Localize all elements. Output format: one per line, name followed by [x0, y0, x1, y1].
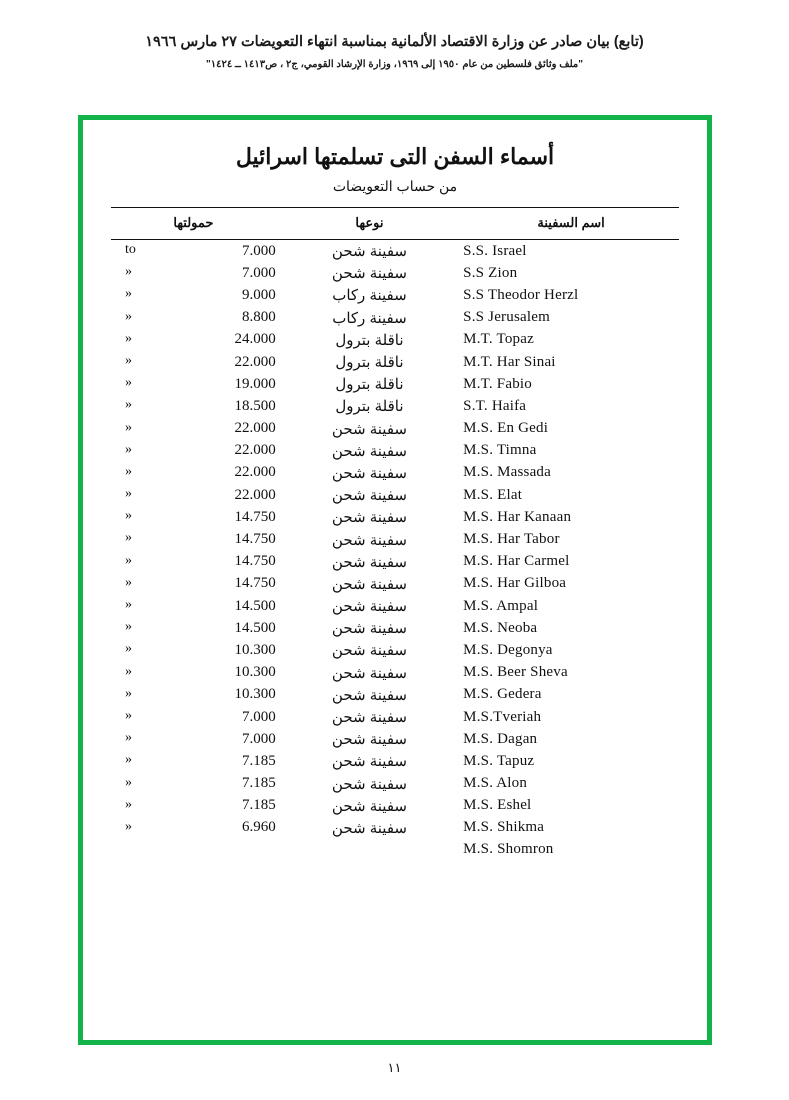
tonnage-unit: » — [125, 796, 132, 812]
cell-ship-name: M.S. Elat — [463, 486, 523, 503]
tonnage-value: 14.750 — [234, 508, 276, 525]
table-row — [111, 440, 679, 462]
tonnage-unit: » — [125, 752, 132, 768]
cell-ship-tonnage — [111, 595, 276, 617]
column-header-tonnage: حمولتها — [111, 208, 276, 240]
page-title: أسماء السفن التى تسلمتها اسرائيل — [235, 144, 555, 169]
tonnage-value: 22.000 — [234, 464, 276, 481]
header-source-line: "ملف وثائق فلسطين من عام ١٩٥٠ إلى ١٩٦٩، وزارة الإرشاد القومي، ج٢ ، ص١٤١٣ ــ ١٤٢٤" — [206, 59, 583, 70]
tonnage-unit: » — [125, 397, 132, 413]
table-row — [111, 329, 679, 351]
tonnage-unit: » — [125, 774, 132, 790]
cell-ship-tonnage — [111, 639, 276, 661]
column-header-name: اسم السفينة — [463, 208, 679, 240]
cell-ship-name: S.T. Haifa — [463, 397, 527, 414]
table-row — [111, 617, 679, 639]
cell-ship-name: M.S. En Gedi — [463, 420, 549, 437]
cell-ship-name: M.S. Massada — [463, 464, 551, 481]
tonnage-unit: » — [125, 552, 132, 568]
cell-ship-type: ناقلة بترول — [335, 398, 404, 416]
tonnage-unit: » — [125, 286, 132, 302]
tonnage-value: 7.185 — [241, 752, 276, 769]
tonnage-unit: » — [125, 352, 132, 368]
cell-ship-tonnage — [111, 307, 276, 329]
cell-ship-type — [276, 839, 463, 860]
tonnage-unit: » — [125, 685, 132, 701]
tonnage-value: 22.000 — [234, 420, 276, 437]
tonnage-unit: » — [125, 663, 132, 679]
tonnage-value: 9.000 — [241, 286, 276, 303]
tonnage-unit: » — [125, 441, 132, 457]
cell-ship-tonnage — [111, 706, 276, 728]
cell-ship-tonnage — [111, 528, 276, 550]
cell-ship-type: سفينة شحن — [331, 753, 407, 771]
cell-ship-type: سفينة شحن — [331, 442, 407, 460]
table-row — [111, 462, 679, 484]
cell-ship-tonnage — [111, 839, 276, 860]
tonnage-value: 7.000 — [241, 708, 276, 725]
cell-ship-name: M.T. Har Sinai — [463, 353, 556, 370]
table-row — [111, 373, 679, 395]
cell-ship-type: سفينة شحن — [331, 642, 407, 660]
cell-ship-type: سفينة شحن — [331, 620, 407, 638]
cell-ship-type: سفينة شحن — [331, 819, 407, 837]
cell-ship-name: M.S. Gedera — [463, 686, 542, 703]
cell-ship-name: S.S Theodor Herzl — [463, 286, 579, 303]
cell-ship-type: سفينة شحن — [331, 553, 407, 571]
tonnage-value: 10.300 — [234, 664, 276, 681]
table-row — [111, 240, 679, 263]
tonnage-value: 10.300 — [234, 686, 276, 703]
cell-ship-tonnage — [111, 573, 276, 595]
cell-ship-name: M.S. Har Gilboa — [463, 575, 567, 592]
tonnage-value: 7.185 — [241, 775, 276, 792]
table-row — [111, 262, 679, 284]
cell-ship-tonnage — [111, 373, 276, 395]
table-row — [111, 639, 679, 661]
table-row — [111, 839, 679, 860]
cell-ship-name: S.S Jerusalem — [463, 309, 550, 326]
cell-ship-type: سفينة شحن — [331, 797, 407, 815]
cell-ship-type: سفينة شحن — [331, 731, 407, 749]
cell-ship-type: سفينة شحن — [331, 686, 407, 704]
cell-ship-type: ناقلة بترول — [335, 354, 404, 372]
cell-ship-type: سفينة شحن — [331, 265, 407, 283]
cell-ship-name: M.S. Tapuz — [463, 752, 535, 769]
cell-ship-name: M.T. Fabio — [463, 375, 532, 392]
cell-ship-name: M.S. Har Tabor — [463, 531, 560, 548]
tonnage-value: 7.000 — [241, 264, 276, 281]
cell-ship-name: M.T. Topaz — [463, 331, 534, 348]
tonnage-value: 10.300 — [234, 641, 276, 658]
header-title-line: (تابع) بيان صادر عن وزارة الاقتصاد الألمانية بمناسبة انتهاء التعويضات ٢٧ مارس ١٩٦٦ — [145, 34, 644, 50]
cell-ship-type: سفينة ركاب — [332, 309, 407, 327]
cell-ship-tonnage — [111, 662, 276, 684]
cell-ship-tonnage — [111, 773, 276, 795]
cell-ship-tonnage — [111, 750, 276, 772]
table-row — [111, 351, 679, 373]
cell-ship-type: سفينة شحن — [331, 464, 407, 482]
tonnage-unit: » — [125, 308, 132, 324]
cell-ship-type: سفينة شحن — [331, 664, 407, 682]
cell-ship-name: M.S. Dagan — [463, 730, 538, 747]
tonnage-value: 14.500 — [234, 597, 276, 614]
tonnage-unit: » — [125, 486, 132, 502]
table-row — [111, 595, 679, 617]
tonnage-value: 8.800 — [241, 309, 276, 326]
cell-ship-type: سفينة شحن — [331, 509, 407, 527]
tonnage-value: 7.000 — [241, 730, 276, 747]
cell-ship-tonnage — [111, 440, 276, 462]
ships-table — [111, 207, 679, 860]
cell-ship-name: S.S Zion — [463, 264, 518, 281]
table-header-row — [111, 208, 679, 240]
table-row — [111, 750, 679, 772]
tonnage-unit: » — [125, 818, 132, 834]
cell-ship-tonnage — [111, 329, 276, 351]
document-header — [0, 0, 789, 70]
cell-ship-name: M.S. Ampal — [463, 597, 539, 614]
cell-ship-name: M.S. Shikma — [463, 819, 545, 836]
cell-ship-tonnage — [111, 617, 276, 639]
cell-ship-tonnage — [111, 551, 276, 573]
cell-ship-type: سفينة شحن — [331, 709, 407, 727]
tonnage-unit: » — [125, 574, 132, 590]
page-subtitle: من حساب التعويضات — [332, 178, 458, 194]
cell-ship-name: S.S. Israel — [463, 242, 527, 259]
cell-ship-type: سفينة شحن — [331, 775, 407, 793]
tonnage-value: 24.000 — [234, 331, 276, 348]
cell-ship-name: M.S.Tveriah — [463, 708, 542, 725]
cell-ship-tonnage — [111, 795, 276, 817]
table-row — [111, 728, 679, 750]
cell-ship-name: M.S. Har Kanaan — [463, 508, 572, 525]
table-row — [111, 506, 679, 528]
tonnage-value: 7.185 — [241, 797, 276, 814]
tonnage-unit: » — [125, 463, 132, 479]
tonnage-value: 7.000 — [241, 242, 276, 259]
table-row — [111, 551, 679, 573]
cell-ship-tonnage — [111, 284, 276, 306]
cell-ship-tonnage — [111, 728, 276, 750]
table-row — [111, 418, 679, 440]
green-frame-box — [78, 115, 712, 1045]
tonnage-unit: » — [125, 707, 132, 723]
tonnage-unit: » — [125, 330, 132, 346]
tonnage-unit: » — [125, 730, 132, 746]
cell-ship-name: M.S. Alon — [463, 775, 528, 792]
tonnage-unit: » — [125, 641, 132, 657]
tonnage-unit: to — [125, 242, 136, 257]
cell-ship-name: M.S. Degonya — [463, 641, 553, 658]
page-number: ١١ — [387, 1060, 402, 1075]
tonnage-unit: » — [125, 530, 132, 546]
column-header-type: نوعها — [276, 208, 463, 240]
table-body — [111, 240, 679, 861]
cell-ship-tonnage — [111, 240, 276, 263]
cell-ship-tonnage — [111, 418, 276, 440]
cell-ship-type: سفينة شحن — [331, 487, 407, 505]
cell-ship-name: M.S. Beer Sheva — [463, 664, 568, 681]
cell-ship-name: M.S. Timna — [463, 442, 537, 459]
table-row — [111, 706, 679, 728]
cell-ship-type: سفينة شحن — [331, 598, 407, 616]
cell-ship-tonnage — [111, 506, 276, 528]
tonnage-value: 14.750 — [234, 575, 276, 592]
cell-ship-type: سفينة شحن — [331, 420, 407, 438]
cell-ship-type: سفينة شحن — [331, 531, 407, 549]
tonnage-unit: » — [125, 619, 132, 635]
cell-ship-name: M.S. Eshel — [463, 797, 532, 814]
table-row — [111, 817, 679, 839]
tonnage-value: 14.750 — [234, 553, 276, 570]
cell-ship-type: ناقلة بترول — [335, 376, 404, 394]
cell-ship-type: سفينة شحن — [331, 243, 407, 261]
table-row — [111, 528, 679, 550]
cell-ship-tonnage — [111, 684, 276, 706]
table-row — [111, 662, 679, 684]
table-row — [111, 395, 679, 417]
tonnage-value: 22.000 — [234, 353, 276, 370]
tonnage-value: 22.000 — [234, 442, 276, 459]
cell-ship-tonnage — [111, 351, 276, 373]
table-row — [111, 795, 679, 817]
cell-ship-name: M.S. Shomron — [463, 841, 554, 858]
table-row — [111, 307, 679, 329]
table-row — [111, 684, 679, 706]
tonnage-value: 22.000 — [234, 486, 276, 503]
cell-ship-name: M.S. Har Carmel — [463, 553, 570, 570]
tonnage-unit: » — [125, 375, 132, 391]
table-row — [111, 573, 679, 595]
table-row — [111, 773, 679, 795]
tonnage-unit: » — [125, 419, 132, 435]
cell-ship-name: M.S. Neoba — [463, 619, 538, 636]
cell-ship-type: ناقلة بترول — [335, 331, 404, 349]
tonnage-value: 6.960 — [241, 819, 276, 836]
tonnage-value: 14.500 — [234, 619, 276, 636]
table-header — [111, 208, 679, 240]
table-row — [111, 284, 679, 306]
cell-ship-type: سفينة شحن — [331, 575, 407, 593]
cell-ship-tonnage — [111, 262, 276, 284]
cell-ship-tonnage — [111, 395, 276, 417]
cell-ship-type: سفينة ركاب — [332, 287, 407, 305]
table-row — [111, 484, 679, 506]
tonnage-unit: » — [125, 597, 132, 612]
frame-content — [111, 134, 679, 860]
cell-ship-tonnage — [111, 484, 276, 506]
tonnage-unit: » — [125, 508, 132, 524]
tonnage-value: 18.500 — [234, 397, 276, 414]
tonnage-unit: » — [125, 264, 132, 280]
tonnage-value: 14.750 — [234, 531, 276, 548]
cell-ship-tonnage — [111, 462, 276, 484]
tonnage-value: 19.000 — [234, 375, 276, 392]
cell-ship-tonnage — [111, 817, 276, 839]
